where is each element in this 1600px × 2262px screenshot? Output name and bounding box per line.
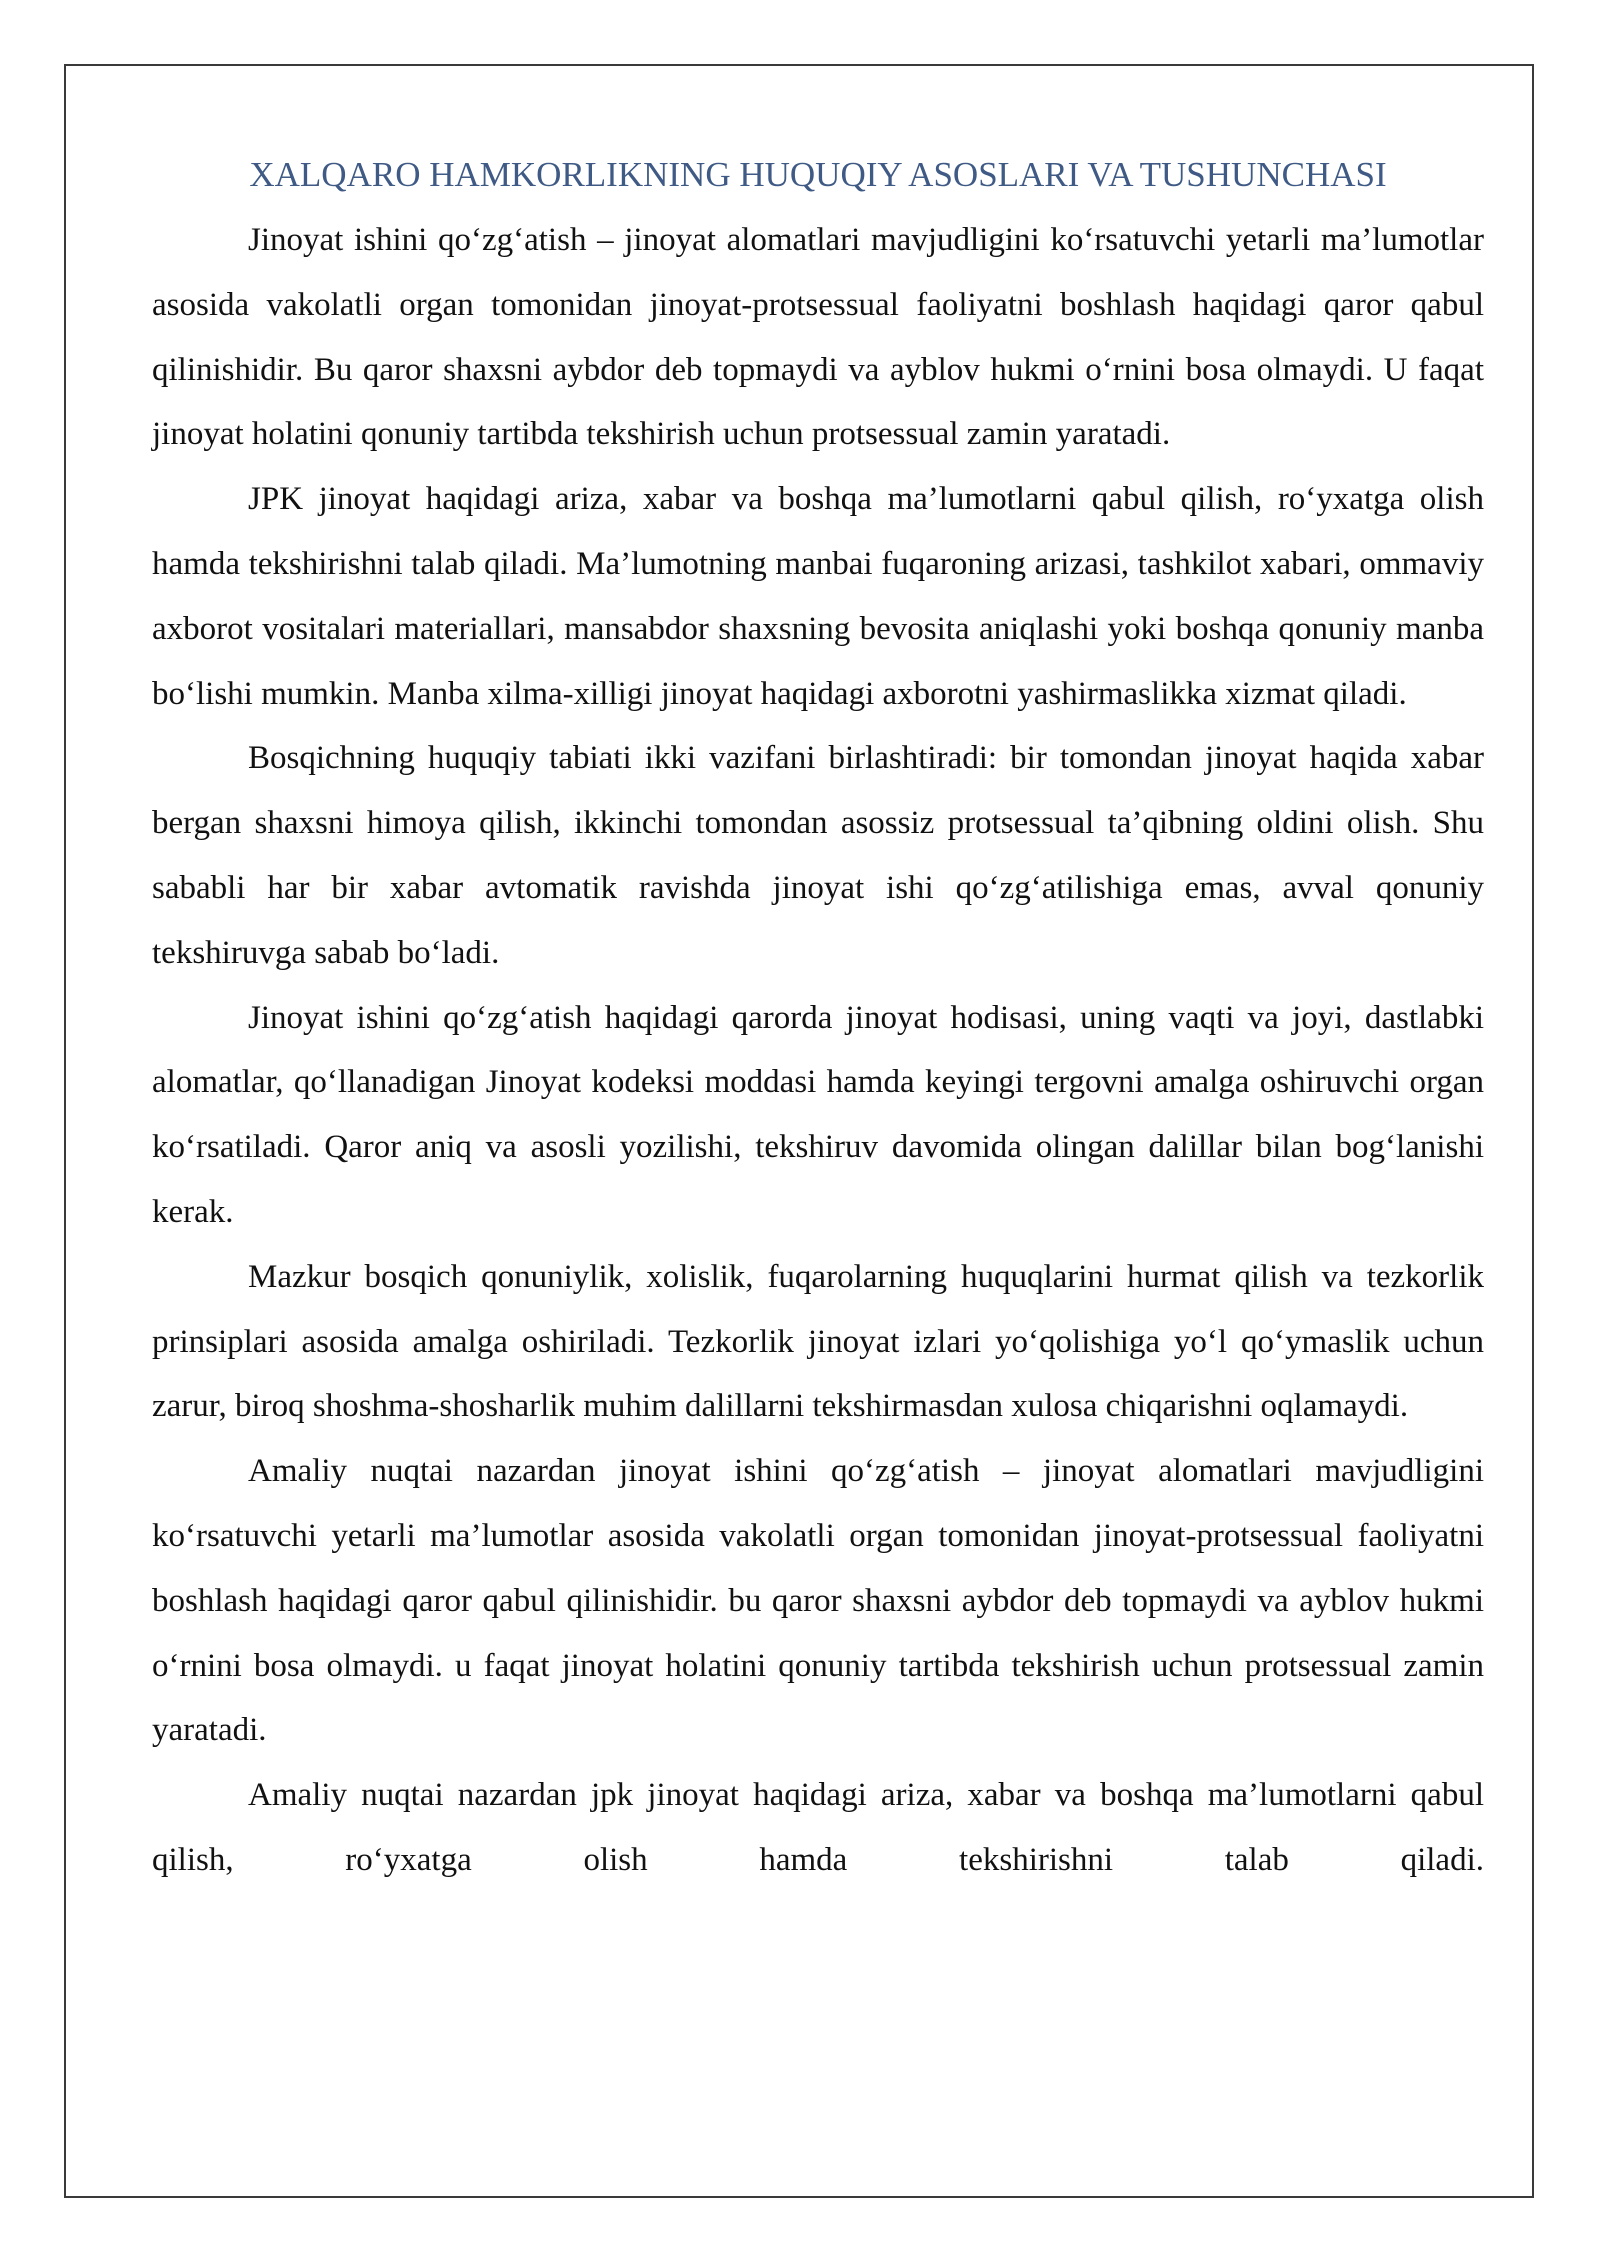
paragraph-7: Amaliy nuqtai nazardan jpk jinoyat haqidagi ariza, xabar va boshqa ma’lumotlarni qabul qilish, ro‘yxatga olish hamda tekshirishni talab qiladi. [152, 1777, 1484, 1878]
paragraph-6: Amaliy nuqtai nazardan jinoyat ishini qo‘zg‘atish – jinoyat alomatlari mavjudligini ko‘rsatuvchi yetarli ma’lumotlar asosida vakolatli organ tomonidan jinoyat-protsessual faoliyatni boshlash haqidagi qaror qabul qilinishidir. bu qaror shaxsni aybdor deb topmaydi va ayblov hukmi o‘rnini bosa olmaydi. u faqat jinoyat holatini qonuniy tartibda tekshirish uchun protsessual zamin yaratadi. [152, 1453, 1484, 1749]
paragraph-1: Jinoyat ishini qo‘zg‘atish – jinoyat alomatlari mavjudligini ko‘rsatuvchi yetarli ma’lumotlar asosida vakolatli organ tomonidan jinoyat-protsessual faoliyatni boshlash haqidagi qaror qabul qilinishidir. Bu qaror shaxsni aybdor deb topmaydi va ayblov hukmi o‘rnini bosa olmaydi. U faqat jinoyat holatini qonuniy tartibda tekshirish uchun protsessual zamin yaratadi. [152, 222, 1484, 453]
document-title: XALQARO HAMKORLIKNING HUQUQIY ASOSLARI VA TUSHUNCHASI [249, 155, 1387, 194]
paragraph-5: Mazkur bosqich qonuniylik, xolislik, fuqarolarning huquqlarini hurmat qilish va tezkorlik prinsiplari asosida amalga oshiriladi. Tezkorlik jinoyat izlari yo‘qolishiga yo‘l qo‘ymaslik uchun zarur, biroq shoshma-shosharlik muhim dalillarni tekshirmasdan xulosa chiqarishni oqlamaydi. [152, 1258, 1484, 1425]
paragraph-3: Bosqichning huquqiy tabiati ikki vazifani birlashtiradi: bir tomondan jinoyat haqida xabar bergan shaxsni himoya qilish, ikkinchi tomondan asossiz protsessual ta’qibning oldini olish. Shu sababli har bir xabar avtomatik ravishda jinoyat ishi qo‘zg‘atilishiga emas, avval qonuniy tekshiruvga sabab bo‘ladi. [152, 740, 1484, 971]
paragraph-2: JPK jinoyat haqidagi ariza, xabar va boshqa ma’lumotlarni qabul qilish, ro‘yxatga olish hamda tekshirishni talab qiladi. Ma’lumotning manbai fuqaroning arizasi, tashkilot xabari, ommaviy axborot vositalari materiallari, mansabdor shaxsning bevosita aniqlashi yoki boshqa qonuniy manba bo‘lishi mumkin. Manba xilma-xilligi jinoyat haqidagi axborotni yashirmaslikka xizmat qiladi. [152, 481, 1484, 712]
paragraph-4: Jinoyat ishini qo‘zg‘atish haqidagi qarorda jinoyat hodisasi, uning vaqti va joyi, dastlabki alomatlar, qo‘llanadigan Jinoyat kodeksi moddasi hamda keyingi tergovni amalga oshiruvchi organ ko‘rsatiladi. Qaror aniq va asosli yozilishi, tekshiruv davomida olingan dalillar bilan bog‘lanishi kerak. [152, 999, 1484, 1230]
document-body [152, 148, 1484, 1893]
